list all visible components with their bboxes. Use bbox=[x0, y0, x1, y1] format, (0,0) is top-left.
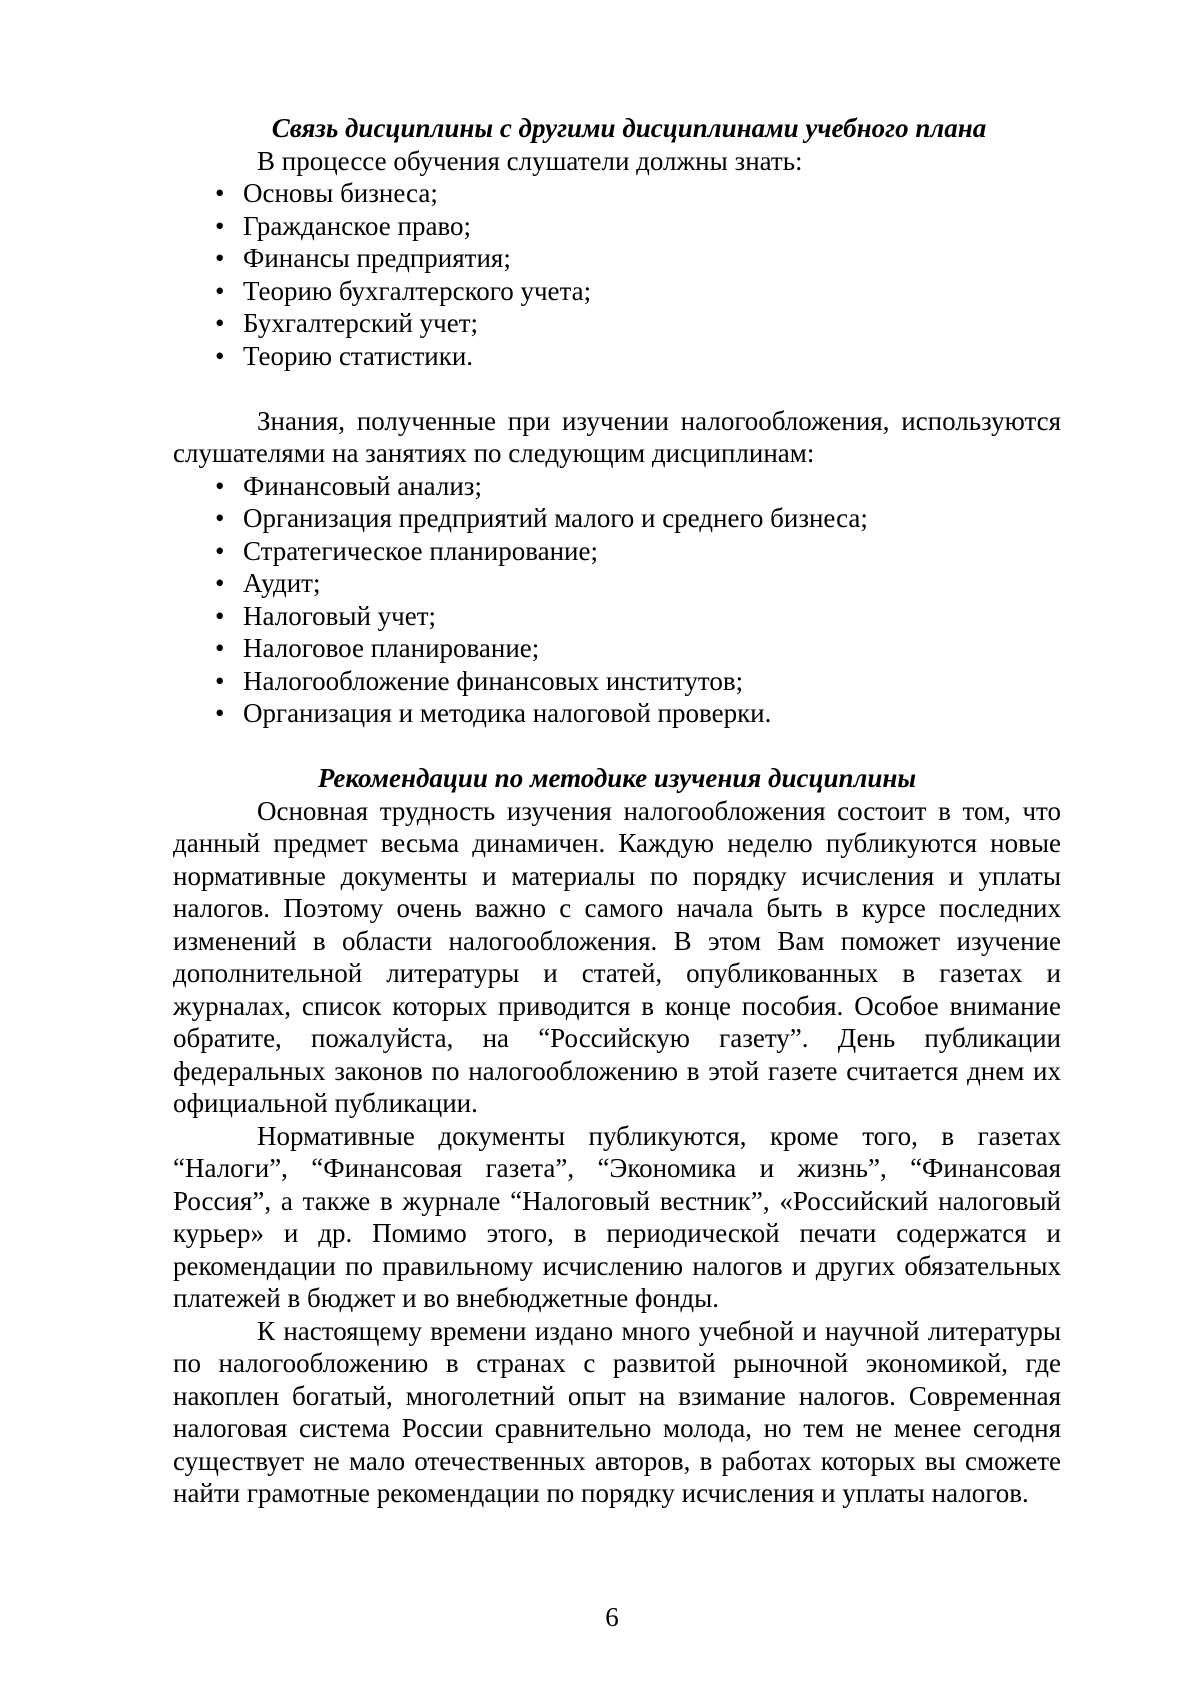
page-body bbox=[173, 112, 1061, 1510]
paragraph-literature: К настоящему времени издано много учебной и научной литературы по налогообложению в странах с развитой рыночной экономикой, где накоплен богатый, многолетний опыт на взимание налогов. Современная налоговая система России сравнительно молода, но тем не менее сегодня существует не мало отечественных авторов, в работах которых вы сможете найти грамотные рекомендации по порядку исчисления и уплаты налогов. bbox=[173, 1315, 1061, 1508]
paragraph-must-know-intro: В процессе обучения слушатели должны знать: bbox=[257, 145, 803, 176]
list-item: • Теорию статистики. bbox=[215, 340, 474, 371]
list-item: • Основы бизнеса; bbox=[215, 178, 438, 208]
bullet-icon: • bbox=[215, 178, 225, 208]
bullet-icon: • bbox=[215, 308, 225, 338]
bullet-icon: • bbox=[215, 698, 225, 728]
list-item: • Финансы предприятия; bbox=[215, 243, 511, 273]
list-item: • Бухгалтерский учет; bbox=[215, 308, 478, 338]
list-item: • Налоговый учет; bbox=[215, 600, 437, 631]
list-item: • Организация и методика налоговой проверки. bbox=[215, 698, 772, 728]
spacer bbox=[173, 730, 1061, 763]
section-heading-study-methods: Рекомендации по методике изучения дисциплины bbox=[317, 763, 917, 793]
bullet-icon: • bbox=[215, 470, 225, 501]
spacer bbox=[173, 372, 1061, 405]
bullet-icon: • bbox=[215, 665, 225, 696]
list-item: • Налогообложение финансовых институтов; bbox=[215, 665, 744, 696]
list-item: • Организация предприятий малого и среднего бизнеса; bbox=[215, 503, 868, 533]
page-number: 6 bbox=[605, 1602, 619, 1632]
bullet-icon: • bbox=[215, 340, 225, 371]
dependent-disciplines-list bbox=[173, 470, 1061, 730]
paragraph-main-difficulty: Основная трудность изучения налогообложения состоит в том, что данный предмет весьма динамичен. Каждую неделю публикуются новые нормативные документы и материалы по порядку исчисления и уплаты налогов. Поэтому очень важно с самого начала быть в курсе последних изменений в области налогообложения. В этом Вам поможет изучение дополнительной литературы и статей, опубликованных в газетах и журналах, список которых приводится в конце пособия. Особое внимание обратите, пожалуйста, на “Российскую газету”. День публикации федеральных законов по налогообложению в этой газете считается днем их официальной публикации. bbox=[173, 795, 1061, 1118]
bullet-icon: • bbox=[215, 633, 225, 663]
list-item: • Финансовый анализ; bbox=[215, 470, 482, 501]
bullet-icon: • bbox=[215, 275, 225, 306]
paragraph-normative-documents: Нормативные документы публикуются, кроме того, в газетах “Налоги”, “Финансовая газета”, “Экономика и жизнь”, “Финансовая Россия”, а также в журнале “Налоговый вестник”, «Российский налоговый курьер» и др. Помимо этого, в периодической печати содержатся и рекомендации по правильному исчислению налогов и других обязательных платежей в бюджет и во внебюджетные фонды. bbox=[173, 1120, 1061, 1313]
bullet-icon: • bbox=[215, 503, 225, 533]
bullet-icon: • bbox=[215, 243, 225, 273]
list-item: • Гражданское право; bbox=[215, 210, 472, 241]
bullet-icon: • bbox=[215, 568, 225, 598]
list-item: • Теорию бухгалтерского учета; bbox=[215, 275, 592, 306]
list-item: • Аудит; bbox=[215, 568, 321, 598]
section-heading-discipline-links: Связь дисциплины с другими дисциплинами учебного плана bbox=[271, 113, 987, 143]
bullet-icon: • bbox=[215, 600, 225, 631]
bullet-icon: • bbox=[215, 210, 225, 241]
prerequisite-list bbox=[173, 177, 1061, 372]
paragraph-knowledge-usage: Знания, полученные при изучении налогообложения, используются слушателями на занятиях по следующим дисциплинам: bbox=[173, 405, 1061, 468]
list-item: • Налоговое планирование; bbox=[215, 633, 540, 663]
list-item: • Стратегическое планирование; bbox=[215, 535, 598, 566]
bullet-icon: • bbox=[215, 535, 225, 566]
